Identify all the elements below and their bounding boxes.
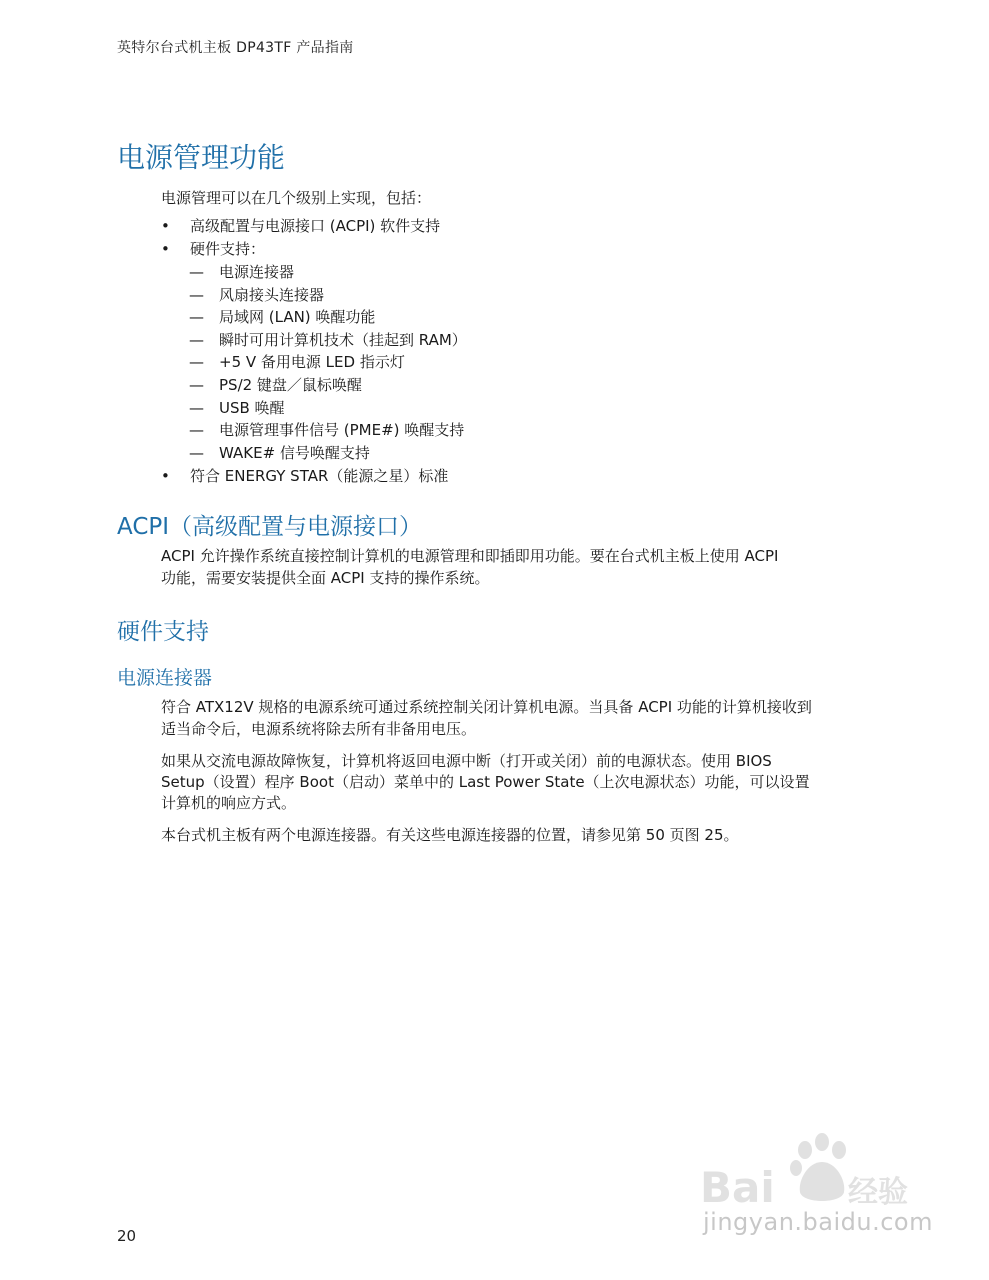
bullet-glyph: •	[161, 467, 170, 485]
hardware-item-text: +5 V 备用电源 LED 指示灯	[219, 353, 405, 371]
section-title-hardware-support: 硬件支持	[117, 619, 209, 645]
hardware-item-text: 瞬时可用计算机技术（挂起到 RAM）	[219, 331, 467, 349]
hardware-item-text: 局域网 (LAN) 唤醒功能	[219, 308, 376, 326]
dash-glyph: —	[189, 308, 204, 326]
bullet-text: 高级配置与电源接口 (ACPI) 软件支持	[190, 217, 441, 235]
section-title-power-management: 电源管理功能	[117, 141, 286, 174]
svg-text:经验: 经验	[848, 1175, 908, 1210]
dash-glyph: —	[189, 421, 204, 439]
document-header: 英特尔台式机主板 DP43TF 产品指南	[117, 40, 354, 56]
connector-paragraph-line: 本台式机主板有两个电源连接器。有关这些电源连接器的位置，请参见第 50 页图 25。	[161, 826, 739, 844]
connector-paragraph-line: 计算机的响应方式。	[161, 794, 297, 812]
dash-glyph: —	[189, 353, 204, 371]
bullet-glyph: •	[161, 240, 170, 258]
dash-glyph: —	[189, 286, 204, 304]
acpi-paragraph-line: ACPI 允许操作系统直接控制计算机的电源管理和即插即用功能。要在台式机主板上使用 ACPI	[161, 547, 779, 565]
dash-glyph: —	[189, 263, 204, 281]
watermark-url: jingyan.baidu.com	[703, 1208, 933, 1236]
dash-glyph: —	[189, 376, 204, 394]
power-intro: 电源管理可以在几个级别上实现，包括：	[161, 189, 432, 207]
hardware-item-text: 电源管理事件信号 (PME#) 唤醒支持	[219, 421, 465, 439]
connector-paragraph-line: 如果从交流电源故障恢复，计算机将返回电源中断（打开或关闭）前的电源状态。使用 BIOS	[161, 752, 772, 770]
connector-paragraph-line: Setup（设置）程序 Boot（启动）菜单中的 Last Power State（上次电源状态）功能，可以设置	[161, 773, 810, 791]
hardware-item-text: 电源连接器	[219, 263, 295, 281]
bullet-glyph: •	[161, 217, 170, 235]
hardware-item-text: 风扇接头连接器	[219, 286, 325, 304]
bullet-text: 硬件支持：	[190, 240, 266, 258]
bullet-text: 符合 ENERGY STAR（能源之星）标准	[190, 467, 449, 485]
dash-glyph: —	[189, 444, 204, 462]
svg-text:Bai: Bai	[700, 1163, 775, 1212]
hardware-item-text: USB 唤醒	[219, 399, 285, 417]
page-number: 20	[117, 1227, 137, 1245]
connector-paragraph-line: 适当命令后，电源系统将除去所有非备用电压。	[161, 720, 477, 738]
dash-glyph: —	[189, 331, 204, 349]
hardware-item-text: WAKE# 信号唤醒支持	[219, 444, 370, 462]
section-title-power-connector: 电源连接器	[117, 667, 213, 689]
connector-paragraph-line: 符合 ATX12V 规格的电源系统可通过系统控制关闭计算机电源。当具备 ACPI 功能的计算机接收到	[161, 698, 812, 716]
acpi-paragraph-line: 功能，需要安装提供全面 ACPI 支持的操作系统。	[161, 569, 490, 587]
dash-glyph: —	[189, 399, 204, 417]
section-title-acpi: ACPI（高级配置与电源接口）	[117, 514, 423, 540]
hardware-item-text: PS/2 键盘／鼠标唤醒	[219, 376, 362, 394]
